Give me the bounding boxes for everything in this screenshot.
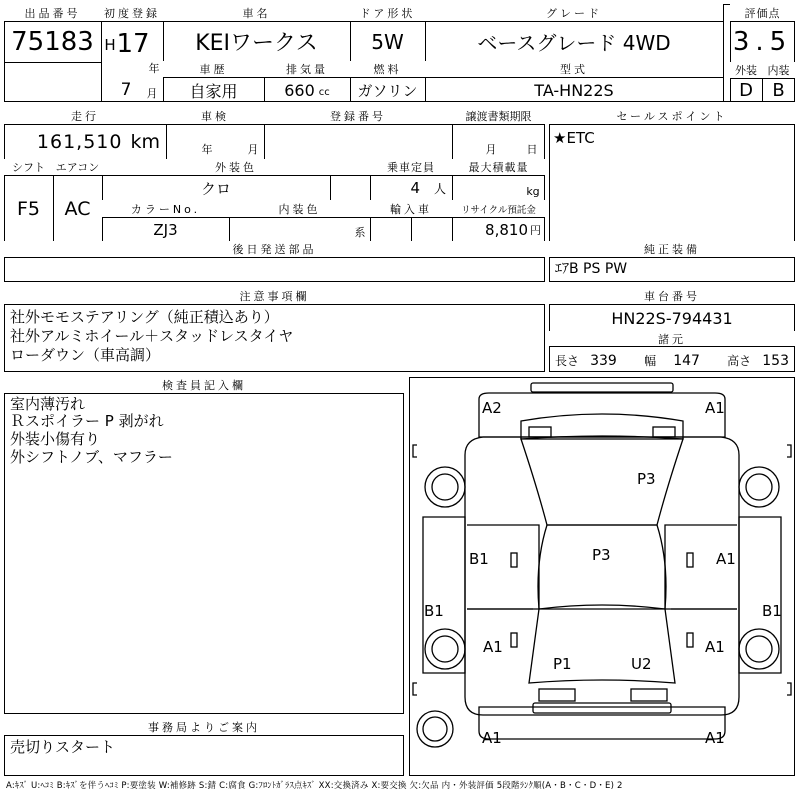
color-no-label: カラーNo. xyxy=(102,200,229,217)
first-reg-year: 17 xyxy=(116,29,150,59)
sales-point-text: ★ETC xyxy=(553,129,595,147)
transfer-month-unit: 月 xyxy=(485,143,497,156)
displacement-unit: cc xyxy=(318,86,330,98)
damage-mark-front-right: A1 xyxy=(705,729,725,747)
damage-mark-hood-left: P1 xyxy=(553,655,572,673)
interior-score: B xyxy=(772,79,785,101)
genuine-label: 純正装備 xyxy=(549,241,795,257)
door: 5W xyxy=(371,29,404,54)
length-label: 長さ xyxy=(555,353,580,368)
height-label: 高さ xyxy=(727,353,752,368)
car-name: KEIワークス xyxy=(195,31,318,56)
notes-line-1: 社外モモステアリング（純正積込あり） xyxy=(10,308,279,326)
first-reg-month: 7 xyxy=(120,80,132,100)
import-label: 輸入車 xyxy=(370,200,452,217)
capacity-value: 4 xyxy=(410,179,420,197)
model: TA-HN22S xyxy=(534,80,614,100)
mileage-label: 走行 xyxy=(4,108,166,124)
divider xyxy=(4,257,545,258)
inspection-label: 車検 xyxy=(166,108,264,124)
chassis-label: 車台番号 xyxy=(549,288,795,304)
dimensions-row xyxy=(549,347,795,371)
sales-point-label: セールスポイント xyxy=(549,108,795,124)
office-label: 事務局よりご案内 xyxy=(4,719,404,735)
inspection-month-unit: 月 xyxy=(247,143,259,156)
notes-line-2: 社外アルミホイール＋スタッドレスタイヤ xyxy=(10,327,294,345)
damage-mark-front-left: A1 xyxy=(482,729,502,747)
notes-line-3: ローダウン（車高調） xyxy=(10,346,161,364)
recycle-label: リサイクル預託金 xyxy=(452,200,545,217)
fuel-label: 燃料 xyxy=(350,61,425,77)
damage-mark-left-door: B1 xyxy=(469,550,489,568)
length-value: 339 xyxy=(590,352,617,369)
max-load-unit: kg xyxy=(526,184,540,198)
capacity-unit: 人 xyxy=(433,181,446,196)
divider xyxy=(4,304,545,305)
divider xyxy=(549,124,795,125)
int-color-unit: 系 xyxy=(354,226,366,239)
int-color-label: 内装色 xyxy=(229,200,370,217)
width xyxy=(644,350,700,369)
recycle-value: 8,810 xyxy=(485,220,528,239)
interior-label: 内装 xyxy=(762,62,795,78)
inspector-line-3: 外装小傷有り xyxy=(10,430,101,448)
inspection-year-unit: 年 xyxy=(201,143,213,156)
era: H xyxy=(104,36,116,54)
damage-mark-hood-right: U2 xyxy=(631,655,652,673)
inspector-line-2: Ｒスポイラー P 剥がれ xyxy=(10,412,164,430)
damage-mark-rear-left: A2 xyxy=(482,399,502,417)
transfer-label: 譲渡書類期限 xyxy=(452,108,545,124)
chassis-number: HN22S-794431 xyxy=(611,308,733,328)
history-label: 車歴 xyxy=(163,61,264,77)
divider xyxy=(4,393,404,394)
shift-label: シフト xyxy=(4,159,53,175)
reg-no-label: 登録番号 xyxy=(264,108,452,124)
damage-mark-right-door: A1 xyxy=(716,550,736,568)
displacement xyxy=(264,78,350,102)
damage-mark-rear-right: A1 xyxy=(705,399,725,417)
mileage xyxy=(4,125,166,159)
inspector-line-4: 外シフトノブ、マフラー xyxy=(10,448,173,466)
damage-mark-right-rear-fender: B1 xyxy=(762,602,782,620)
ac-label: エアコン xyxy=(53,159,102,175)
score-label: 評価点 xyxy=(730,4,795,21)
divider xyxy=(549,257,795,258)
divider xyxy=(723,4,724,102)
year-unit: 年 xyxy=(148,62,160,75)
length xyxy=(555,350,617,369)
damage-mark-interior: P3 xyxy=(592,546,611,564)
exterior-score: D xyxy=(739,79,753,101)
ext-color-label: 外装色 xyxy=(102,159,370,175)
exterior-label: 外装 xyxy=(730,62,762,78)
ext-color: クロ xyxy=(200,179,231,198)
height-value: 153 xyxy=(762,352,789,369)
grade: ベースグレード 4WD xyxy=(477,31,671,55)
capacity-label: 乗車定員 xyxy=(370,159,452,175)
legend: A:ｷｽﾞ U:ﾍｺﾐ B:ｷｽﾞを伴うﾍｺﾐ P:要塗装 W:補修跡 S:錆 C:腐食 G:ﾌﾛﾝﾄｶﾞﾗｽ点ｷｽﾞ XX:交換済み X:要交換 欠:欠品 内・外装評価 5段階ﾗﾝｸ順(A・B・C・D・E) 2 xyxy=(6,781,623,791)
transfer-day-unit: 日 xyxy=(526,143,538,156)
lot-no: 75183 xyxy=(11,27,94,57)
damage-mark-left-rear-fender: B1 xyxy=(424,602,444,620)
car-outline xyxy=(409,377,795,776)
width-label: 幅 xyxy=(644,353,657,368)
fuel: ガソリン xyxy=(357,81,418,100)
height xyxy=(727,350,789,369)
history: 自家用 xyxy=(189,81,238,101)
month-unit: 月 xyxy=(146,87,158,100)
model-label: 型式 xyxy=(425,61,723,77)
shift: F5 xyxy=(16,197,41,220)
door-label: ドア形状 xyxy=(350,4,425,21)
divider xyxy=(4,735,404,736)
damage-mark-right-front-fender: A1 xyxy=(705,638,725,656)
displacement-value: 660 xyxy=(284,80,315,100)
spec-label: 諸元 xyxy=(549,331,795,346)
mileage-value: 161,510 xyxy=(36,131,123,153)
color-no: ZJ3 xyxy=(153,220,178,239)
lot-no-label: 出品番号 xyxy=(4,4,101,21)
recycle xyxy=(452,218,545,241)
car-name-label: 車名 xyxy=(163,4,350,21)
max-load-label: 最大積載量 xyxy=(452,159,545,175)
width-value: 147 xyxy=(673,352,700,369)
inspector-line-1: 室内薄汚れ xyxy=(10,395,86,413)
damage-mark-roof: P3 xyxy=(637,470,656,488)
damage-mark-left-front-fender: A1 xyxy=(483,638,503,656)
inspector-label: 検査員記入欄 xyxy=(4,377,404,393)
divider xyxy=(330,175,331,200)
divider xyxy=(411,217,412,241)
mileage-unit: km xyxy=(130,131,160,153)
notes-label: 注意事項欄 xyxy=(4,288,545,304)
score: 3.5 xyxy=(732,27,793,57)
ac: AC xyxy=(64,197,91,220)
capacity xyxy=(370,176,452,200)
office-text: 売切りスタート xyxy=(10,738,116,756)
first-reg-label: 初度登録 xyxy=(101,4,163,21)
displacement-label: 排気量 xyxy=(264,61,350,77)
recycle-unit: 円 xyxy=(530,223,541,237)
grade-label: グレード xyxy=(425,4,723,21)
later-parts-label: 後日発送部品 xyxy=(4,241,545,257)
genuine-text: ｴｱB PS PW xyxy=(555,261,628,277)
divider xyxy=(4,62,101,63)
